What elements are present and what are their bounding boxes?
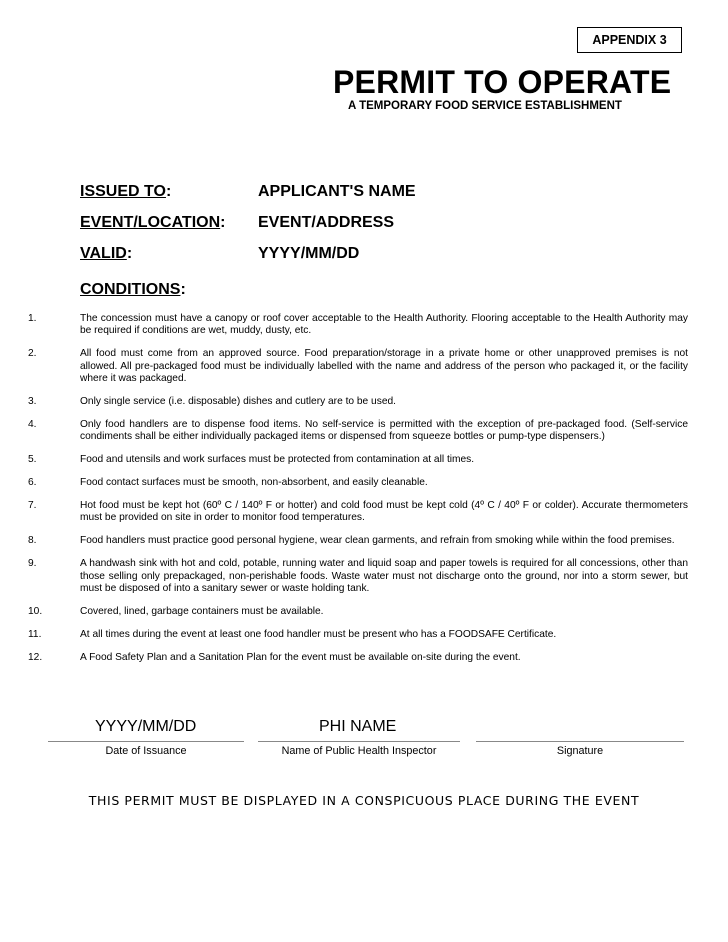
document-title: PERMIT TO OPERATE [333, 64, 672, 100]
document-subtitle: A TEMPORARY FOOD SERVICE ESTABLISHMENT [348, 100, 622, 112]
condition-number: 11. [28, 628, 42, 640]
conditions-colon: : [180, 281, 186, 298]
condition-text: Hot food must be kept hot (60º C / 140º F or hotter) and cold food must be kept cold (4º C / 40º F or colder). Accurate thermometers must be provided on site in order to monitor food temperatures. [80, 500, 688, 524]
valid-value: YYYY/MM/DD [258, 245, 360, 262]
condition-text: Only single service (i.e. disposable) dishes and cutlery are to be used. [80, 396, 396, 408]
issued-to-colon: : [165, 183, 172, 200]
issued-to-label [80, 183, 171, 201]
condition-text: Food and utensils and work surfaces must be protected from contamination at all times. [80, 454, 475, 466]
event-location-label [80, 214, 225, 232]
condition-text: Food contact surfaces must be smooth, non-absorbent, and easily cleanable. [80, 477, 428, 489]
condition-item [28, 348, 688, 385]
conditions-list [28, 313, 688, 675]
signature-caption: Signature [556, 745, 604, 757]
condition-number: 8. [28, 535, 37, 547]
condition-number: 5. [28, 454, 37, 466]
condition-number: 7. [28, 500, 37, 512]
valid-colon: : [126, 245, 133, 262]
condition-text: The concession must have a canopy or roof cover acceptable to the Health Authority. Flooring acceptable to the Health Authority may be required if conditions are wet, muddy, dusty, etc. [80, 313, 688, 337]
event-location-value: EVENT/ADDRESS [258, 214, 395, 231]
condition-number: 6. [28, 477, 37, 489]
condition-text: All food must come from an approved source. Food preparation/storage in a private home or other unapproved premises is not allowed. All pre-packaged food must be individually labelled with the name and address of the person who packaged it, or the facility where it was packaged. [80, 348, 688, 385]
valid-label-text: VALID [80, 245, 127, 262]
condition-number: 9. [28, 558, 37, 570]
condition-text: Only food handlers are to dispense food items. No self-service is permitted with the exception of pre-packaged food. (Self-service condiments shall be either individually packaged items or dispensed from squeeze bottles or pump-type dispensers.) [80, 418, 688, 443]
issuance-date-value: YYYY/MM/DD [95, 718, 197, 735]
condition-text: At all times during the event at least one food handler must be present who has a FOODSAFE Certificate. [80, 628, 557, 640]
condition-number: 3. [28, 396, 37, 408]
conditions-heading-text: CONDITIONS [80, 281, 181, 298]
conditions-heading [80, 281, 186, 299]
event-location-colon: : [220, 214, 226, 231]
issued-to-value: APPLICANT'S NAME [258, 183, 416, 200]
condition-item [28, 419, 688, 444]
signature-line [476, 741, 684, 742]
issued-to-label-text: ISSUED TO [80, 183, 166, 200]
event-location-label-text: EVENT/LOCATION [80, 214, 221, 231]
condition-number: 2. [28, 348, 37, 360]
valid-label [80, 245, 132, 263]
appendix-text: APPENDIX 3 [592, 33, 667, 47]
appendix-label [577, 27, 682, 53]
condition-number: 10. [28, 606, 43, 617]
condition-item [28, 629, 688, 641]
inspector-caption: Name of Public Health Inspector [281, 745, 437, 757]
condition-text: Covered, lined, garbage containers must be available. [80, 606, 324, 617]
date-signature-line [48, 741, 244, 742]
condition-text: A handwash sink with hot and cold, potable, running water and liquid soap and paper towels is required for all concessions, other than those selling only prepackaged, non-perishable foods. Waste water must not discharge onto the ground, nor into a storm sewer, but must be disposed of into a sanitary sewer or waste holding tank. [80, 558, 688, 595]
condition-number: 1. [28, 313, 37, 324]
inspector-name-value: PHI NAME [319, 718, 397, 735]
condition-text: A Food Safety Plan and a Sanitation Plan for the event must be available on-site during the event. [80, 651, 521, 663]
condition-number: 12. [28, 651, 43, 663]
condition-item [28, 313, 688, 338]
condition-item [28, 606, 688, 618]
condition-item [28, 454, 688, 466]
date-of-issuance-caption: Date of Issuance [105, 745, 187, 757]
condition-item [28, 396, 688, 408]
inspector-signature-line [258, 741, 460, 742]
condition-item [28, 652, 688, 664]
condition-item [28, 500, 688, 525]
condition-item [28, 558, 688, 595]
condition-number: 4. [28, 418, 37, 430]
condition-item [28, 477, 688, 489]
condition-text: Food handlers must practice good personal hygiene, wear clean garments, and refrain from smoking while within the food premises. [80, 535, 675, 547]
display-notice: THIS PERMIT MUST BE DISPLAYED IN A CONSPICUOUS PLACE DURING THE EVENT [88, 793, 640, 808]
condition-item [28, 535, 688, 547]
